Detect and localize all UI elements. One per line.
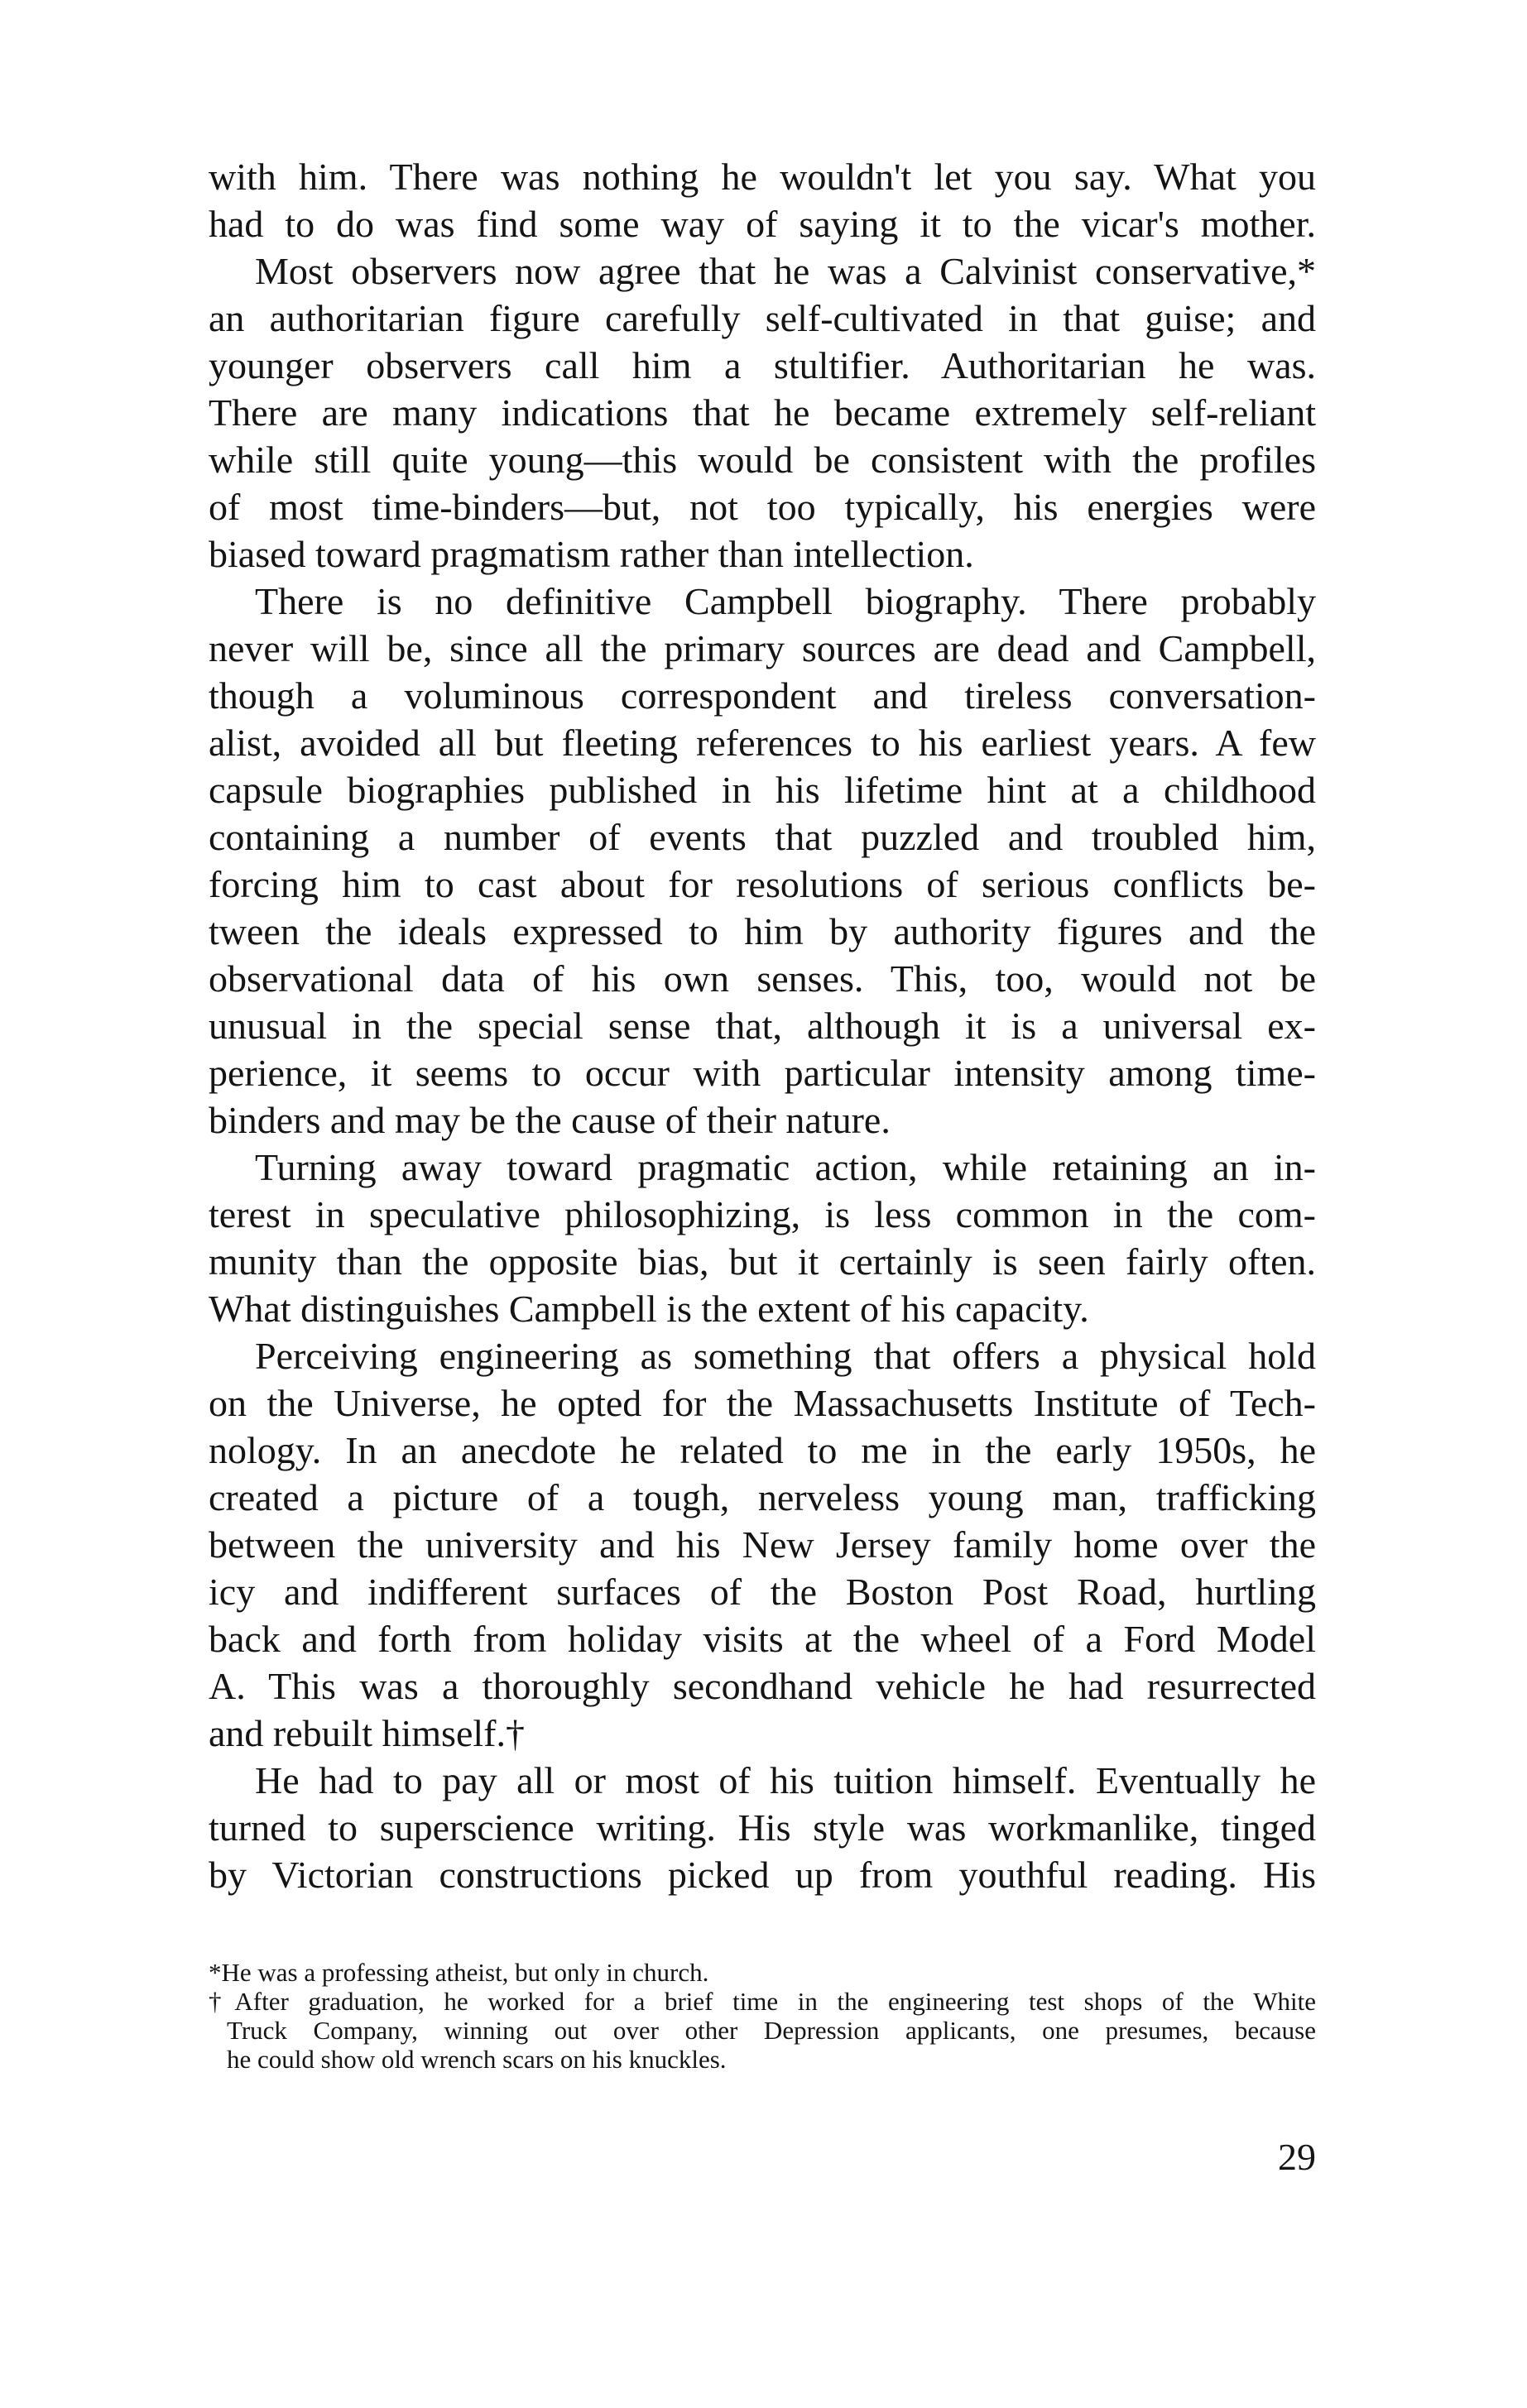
text-line: of most time-binders—but, not too typically, his energies were [209, 486, 1316, 528]
text-line: What distinguishes Campbell is the extent of his capacity. [209, 1288, 1089, 1330]
text-line: perience, it seems to occur with particular intensity among time- [209, 1052, 1316, 1094]
text-line: binders and may be the cause of their nature. [209, 1099, 891, 1141]
body-text [209, 153, 1316, 1898]
text-line: containing a number of events that puzzled and troubled him, [209, 816, 1316, 858]
footnote-line: Truck Company, winning out over other Depression applicants, one presumes, because [227, 2016, 1316, 2045]
footnotes [209, 1958, 1316, 2074]
text-line: turned to superscience writing. His style was workmanlike, tinged [209, 1806, 1316, 1849]
text-line: between the university and his New Jersey family home over the [209, 1523, 1316, 1566]
text-line: terest in speculative philosophizing, is less common in the com- [209, 1193, 1316, 1235]
text-line: icy and indifferent surfaces of the Boston Post Road, hurtling [209, 1571, 1316, 1613]
text-line: Perceiving engineering as something that offers a physical hold [255, 1335, 1316, 1377]
text-line: had to do was find some way of saying it to the vicar's mother. [209, 203, 1316, 245]
text-line: There are many indications that he became extremely self-reliant [209, 391, 1316, 434]
text-line: nology. In an anecdote he related to me in the early 1950s, he [209, 1429, 1316, 1471]
text-line: an authoritarian figure carefully self-cultivated in that guise; and [209, 297, 1316, 339]
text-line: back and forth from holiday visits at the wheel of a Ford Model [209, 1618, 1316, 1660]
text-line: on the Universe, he opted for the Massachusetts Institute of Tech- [209, 1382, 1316, 1424]
footnote-line: †After graduation, he worked for a brief time in the engineering test shops of the White [209, 1987, 1316, 2016]
text-line: created a picture of a tough, nerveless young man, trafficking [209, 1476, 1316, 1518]
text-line: alist, avoided all but fleeting references to his earliest years. A few [209, 722, 1316, 764]
text-line: unusual in the special sense that, although it is a universal ex- [209, 1005, 1316, 1047]
text-line: There is no definitive Campbell biography. There probably [255, 580, 1316, 622]
text-line: though a voluminous correspondent and tireless conversation- [209, 674, 1316, 717]
text-line: never will be, since all the primary sources are dead and Campbell, [209, 627, 1316, 669]
text-line: younger observers call him a stultifier. Authoritarian he was. [209, 344, 1316, 386]
text-line: munity than the opposite bias, but it certainly is seen fairly often. [209, 1240, 1316, 1283]
footnote-line: he could show old wrench scars on his knuckles. [227, 2045, 727, 2074]
text-line: Turning away toward pragmatic action, while retaining an in- [255, 1146, 1316, 1188]
text-line: Most observers now agree that he was a Calvinist conservative,* [255, 250, 1316, 292]
text-line: and rebuilt himself.† [209, 1712, 525, 1754]
text-line: biased toward pragmatism rather than intellection. [209, 533, 974, 575]
text-line: with him. There was nothing he wouldn't let you say. What you [209, 156, 1316, 198]
text-line: capsule biographies published in his lifetime hint at a childhood [209, 769, 1316, 811]
text-line: observational data of his own senses. This, too, would not be [209, 957, 1316, 1000]
text-line: tween the ideals expressed to him by authority figures and the [209, 910, 1316, 952]
text-line: A. This was a thoroughly secondhand vehicle he had resurrected [209, 1665, 1316, 1707]
footnote-line: *He was a professing atheist, but only in church. [209, 1958, 709, 1987]
page-number: 29 [1278, 2136, 1316, 2178]
text-line: forcing him to cast about for resolutions of serious conflicts be- [209, 863, 1316, 905]
text-line: while still quite young—this would be consistent with the profiles [209, 439, 1316, 481]
text-line: by Victorian constructions picked up from youthful reading. His [209, 1854, 1316, 1896]
text-line: He had to pay all or most of his tuition himself. Eventually he [255, 1759, 1316, 1801]
